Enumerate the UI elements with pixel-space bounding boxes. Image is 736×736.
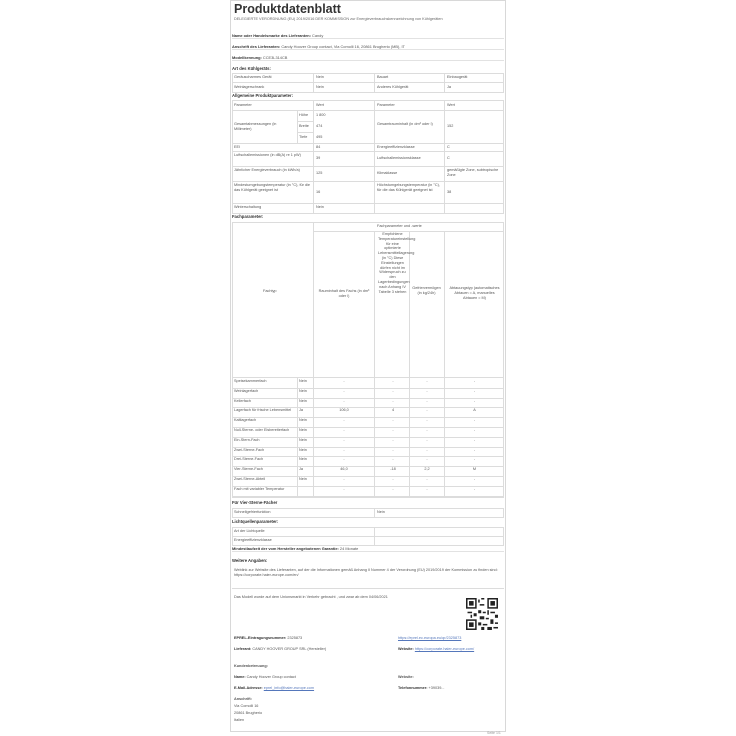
fach-row-value: - (426, 398, 428, 403)
art-cell: Anderes Kühlgerät (377, 85, 409, 89)
fach-row-value: - (426, 428, 428, 432)
art-col2 (374, 73, 375, 92)
supplier-name-label: Name oder Handelsmarke des Lieferanten: (232, 33, 311, 38)
fach-row-type: Lagerfach für frische Lebensmittel (234, 408, 292, 413)
dims-value: 474 (316, 124, 323, 128)
supplier-address-row (232, 44, 504, 50)
fach-row-value: - (343, 428, 345, 432)
general-heading: Allgemeine Produktparameter: (232, 93, 293, 98)
fach-row-type: Speisekammerfach (234, 379, 267, 383)
dims-subcol (297, 110, 298, 143)
four-star-table (232, 508, 504, 518)
fach-row-value: - (473, 447, 476, 452)
art-cell: Geräuscharmes Gerät (234, 75, 272, 79)
warranty-value: 24 Monate (339, 546, 359, 551)
fach-row-value: - (392, 477, 394, 481)
general-cell: Nein (316, 205, 324, 209)
general-cell: 38 (447, 190, 452, 194)
supplier-address-label: Anschrift des Lieferanten: (232, 44, 281, 49)
fach-heading: Fachparameter: (232, 214, 264, 219)
fach-row-value: Nein (299, 388, 307, 393)
website-row (398, 647, 502, 652)
fach-row-value: Nein (299, 398, 307, 403)
general-col3 (444, 100, 445, 213)
general-col1 (313, 100, 314, 213)
fach-row-type: Kaltlagerfach (234, 418, 257, 423)
fach-row-value: Nein (299, 418, 307, 423)
page-footer: Seite 1/1 (487, 731, 501, 735)
fach-row-type: Weinlagerfach (234, 388, 259, 393)
general-cell: 84 (316, 145, 321, 149)
fach-row-value: - (343, 398, 345, 403)
fach-col-freeze: Gefriervermögen (in kg/24h) (412, 286, 441, 295)
fach-row-value: - (473, 457, 476, 462)
general-line-3 (232, 166, 504, 167)
supplier-value: CANDY HOOVER GROUP SRL (Hersteller) (252, 647, 327, 651)
fach-row-type: Zwei-Sterne-Fach (234, 447, 265, 452)
fach-row-value: - (343, 379, 345, 383)
further-text: Weblink zur Website des Lieferanten, auf der die Informationen gemäß Anhang II Nummer 4 der Verordnung (EU) 2019/2019 der Kommission zu finden sind: https://corporate.haier-europe.com/en/ (234, 568, 498, 577)
warranty-row (232, 546, 504, 552)
phone-value: +39039... (428, 686, 445, 690)
supplier-row (234, 647, 326, 652)
fach-row-value: A (473, 408, 476, 413)
address-label: Anschrift: (234, 697, 252, 701)
art-cell: Nein (316, 85, 324, 89)
fach-row-value: Ja (299, 467, 304, 472)
regulation-subtitle: DELEGIERTE VERORDNUNG (EU) 2019/2016 DER KOMMISSION zur Energieverbrauchskennzeichnung von Kühlgeräten (234, 17, 443, 21)
art-col3 (444, 73, 445, 92)
fach-row-type: Fach mit variabler Temperatur (234, 486, 285, 491)
fach-row-value: - (392, 388, 394, 393)
dims-value: 1 800 (316, 113, 326, 117)
general-cell: C (447, 145, 450, 149)
fach-row-value: - (426, 477, 428, 481)
fach-group-label: Fachparameter und -werte (377, 224, 422, 228)
four-star-heading: Für Vier-Sterne-Fächer (232, 500, 278, 505)
fach-row-value: - (426, 408, 428, 413)
general-head-line (232, 110, 504, 111)
fach-row-value: Nein (299, 428, 307, 432)
fach-row-value: -18 (390, 467, 396, 472)
eprel-row (234, 636, 302, 641)
fach-row-value: - (392, 428, 394, 432)
general-head-cell: Wert (316, 103, 324, 107)
general-head-cell: Wert (447, 103, 455, 107)
dims-label: Gesamtabmessungen (in Millimeter) (234, 122, 277, 131)
service-heading: Kundenbetreuung: (234, 664, 268, 668)
model-id-value: CCE3L314CB (262, 55, 288, 60)
fach-row-value: - (426, 388, 428, 393)
fach-row-value: 2,2 (424, 467, 430, 472)
light-divider (232, 536, 504, 537)
art-cell: Einbaugerät (447, 75, 468, 79)
fach-row-value: - (392, 437, 394, 442)
fach-row-type: Kellerfach (234, 398, 251, 403)
fach-row-line (232, 496, 504, 497)
general-cell: 39 (316, 156, 321, 160)
fach-head-line (232, 377, 504, 378)
phone-row (398, 686, 444, 691)
general-line-2 (232, 151, 504, 152)
further-heading: Weitere Angaben: (232, 558, 268, 563)
service-name-row (234, 675, 296, 680)
dims-line-b (297, 132, 313, 133)
eprel-value: 2325873 (287, 636, 303, 640)
general-cell: 125 (316, 171, 323, 175)
light-source-label: Art der Lichtquelle (234, 529, 265, 533)
fach-row-value: - (392, 398, 394, 403)
fach-row-value: - (473, 388, 476, 393)
fach-row-value: - (473, 398, 476, 403)
fach-col-defrost: Abtauungstyp (automatisches Abtauen = A, manuelles Abtauen = M) (449, 286, 500, 300)
fach-row-type: Null-Sterne- oder Eisbereiterfach (234, 428, 290, 432)
general-head-cell: Parameter (377, 103, 395, 107)
fach-row-value: - (392, 457, 394, 462)
art-divider (232, 82, 504, 83)
general-cell: Klimaklasse (377, 171, 398, 175)
website-label: Website: (398, 647, 414, 651)
quick-freeze-value: Nein (377, 510, 385, 514)
dims-name: Höhe (299, 113, 309, 117)
dims-name: Breite (299, 124, 309, 128)
general-cell: Energieeffizienzklasse (377, 145, 415, 149)
fach-row-value: - (343, 477, 345, 481)
art-heading: Art des Kühlgeräts: (232, 66, 271, 71)
fach-row-value: Nein (299, 447, 307, 452)
fach-row-value: - (426, 437, 428, 442)
general-line-4 (232, 181, 504, 182)
general-cell: Höchstumgebungstemperatur (in °C), für die das Kühlgerät geeignet ist (377, 183, 440, 192)
fach-row-value: - (343, 388, 345, 393)
fach-row-value: - (473, 477, 476, 481)
volume-label: Gesamtrauminhalt (in dm³ oder l) (377, 122, 433, 126)
fach-row-value: - (473, 437, 476, 442)
qr-code-icon (466, 598, 498, 630)
fach-row-value: Nein (299, 457, 307, 462)
email-row (234, 686, 314, 691)
service-website-label: Website: (398, 675, 414, 679)
fach-row-value: - (426, 486, 428, 491)
fach-row-value: Ja (299, 408, 304, 413)
fach-row-value: - (426, 379, 428, 383)
general-cell: gemäßigte Zone, subtropische Zone (447, 168, 499, 177)
fach-row-type: Drei-Sterne-Fach (234, 457, 264, 462)
general-cell: 16 (316, 190, 321, 194)
general-cell: EEI (234, 145, 241, 149)
dims-value: 495 (316, 135, 323, 139)
website-link[interactable]: https://corporate.haier-europe.com/ (414, 647, 475, 651)
four-star-col (374, 508, 375, 517)
art-cell: Bauart (377, 75, 389, 79)
dims-name: Tiefe (299, 135, 308, 139)
fach-row-value: M (472, 467, 477, 472)
fach-row-value: - (426, 457, 428, 462)
address-line: Italien (234, 718, 245, 722)
general-line-5 (232, 203, 504, 204)
art-cell: Nein (316, 75, 324, 79)
fach-row-value: - (343, 486, 345, 491)
fach-row-value: - (426, 418, 428, 423)
fach-row-value: 106,0 (339, 408, 349, 413)
fach-row-type: Vier-Sterne-Fach (234, 467, 263, 472)
email-link[interactable]: eprel_info@haier-europe.com (263, 686, 315, 690)
fach-group-line (313, 231, 504, 232)
email-label: E-Mail-Adresse: (234, 686, 263, 690)
fach-row-value: - (392, 447, 394, 452)
art-col1 (313, 73, 314, 92)
light-col (374, 527, 375, 545)
eprel-link[interactable]: https://eprel.ec.europa.eu/qr/2325873 (398, 636, 462, 640)
fach-row-value: 46,0 (340, 467, 348, 472)
general-cell: C (447, 156, 450, 160)
fach-row-value: - (426, 447, 428, 452)
general-col2 (374, 100, 375, 213)
light-class-label: Energieeffizienzklasse (234, 538, 272, 542)
general-head-cell: Parameter (234, 103, 252, 107)
fach-row-value: Nein (299, 477, 307, 481)
fach-row-value: Nein (299, 379, 307, 383)
art-cell: Weinlagerschrank (234, 85, 265, 89)
general-cell: Jährlicher Energieverbrauch (in kWh/a) (234, 168, 300, 172)
fach-col-temp: Empfohlene Temperatureinstellung für eine optimierte Lebensmittellagerung (in °C) Diese Einstellungen dürfen nicht im Widerspruch zu den Lagerbedingungen nach Anhang IV Tabelle 3 stehen (378, 232, 416, 294)
general-cell: Luftschallemissionen (in dB(A) re 1 pW) (234, 153, 301, 157)
phone-label: Telefonnummer: (398, 686, 428, 690)
fach-row-value: - (473, 486, 476, 491)
art-cell: Ja (447, 85, 452, 89)
fach-row-value: - (343, 418, 345, 423)
fach-row-type: Ein-Stern-Fach (234, 437, 260, 442)
fach-row-value: - (473, 418, 476, 423)
fach-col-volume: Rauminhalt des Fachs (in dm³ oder l) (318, 289, 370, 298)
supplier-address-value: Candy Hoover Group contact, Via Comolli 16, 20861 Brugherio (MB), IT (281, 44, 405, 49)
fach-row-value: 4 (391, 408, 395, 413)
general-line-1 (232, 143, 504, 144)
dims-line-a (297, 121, 313, 122)
page-title: Produktdatenblatt (234, 2, 341, 16)
fach-row-value: - (392, 486, 394, 491)
fach-row-value: - (473, 379, 476, 383)
fach-col-fachtyp: Fachtyp (263, 289, 277, 293)
model-id-label: Modellkennung: (232, 55, 262, 60)
address-line: 20861 Brugherio (234, 711, 263, 715)
service-name-value: Candy Hoover Group contact (246, 675, 296, 679)
quick-freeze-label: Schnellgefrierfunktion (234, 510, 271, 514)
fach-row-type: Zwei-Sterne-Abteil (234, 477, 266, 481)
fach-row-value: - (343, 437, 345, 442)
eprel-label: EPREL-Eintragungsnummer: (234, 636, 287, 640)
supplier-name-row (232, 33, 504, 39)
general-cell: Luftschallemissionsklasse (377, 156, 421, 160)
address-line: Via Comolli 16 (234, 704, 259, 708)
fach-row-value: - (392, 418, 394, 423)
supplier-label: Lieferant: (234, 647, 252, 651)
fach-row-value: - (343, 457, 345, 462)
fach-row-value: Nein (299, 437, 307, 442)
market-date: Das Modell wurde auf dem Unionsmarkt in Verkehr gebracht , und zwar ab dem 04/06/2021 (234, 595, 388, 599)
fach-row-value: - (392, 379, 394, 383)
supplier-name-value: Candy (312, 33, 324, 38)
general-cell: Winterschaltung (234, 205, 262, 209)
qr-code[interactable] (466, 598, 498, 630)
warranty-label: Mindestlaufzeit der vom Hersteller angebotenen Garantie: (232, 546, 339, 551)
model-id-row (232, 55, 504, 61)
bottom-divider (232, 588, 504, 589)
light-heading: Lichtquellenparameter: (232, 519, 279, 524)
service-name-label: Name: (234, 675, 246, 679)
general-cell: Mindestumgebungstemperatur (in °C), für die das Kühlgerät geeignet ist (234, 183, 311, 192)
volume-value: 152 (447, 124, 454, 128)
fach-row-value: - (473, 428, 476, 432)
fach-row-value: - (343, 447, 345, 452)
